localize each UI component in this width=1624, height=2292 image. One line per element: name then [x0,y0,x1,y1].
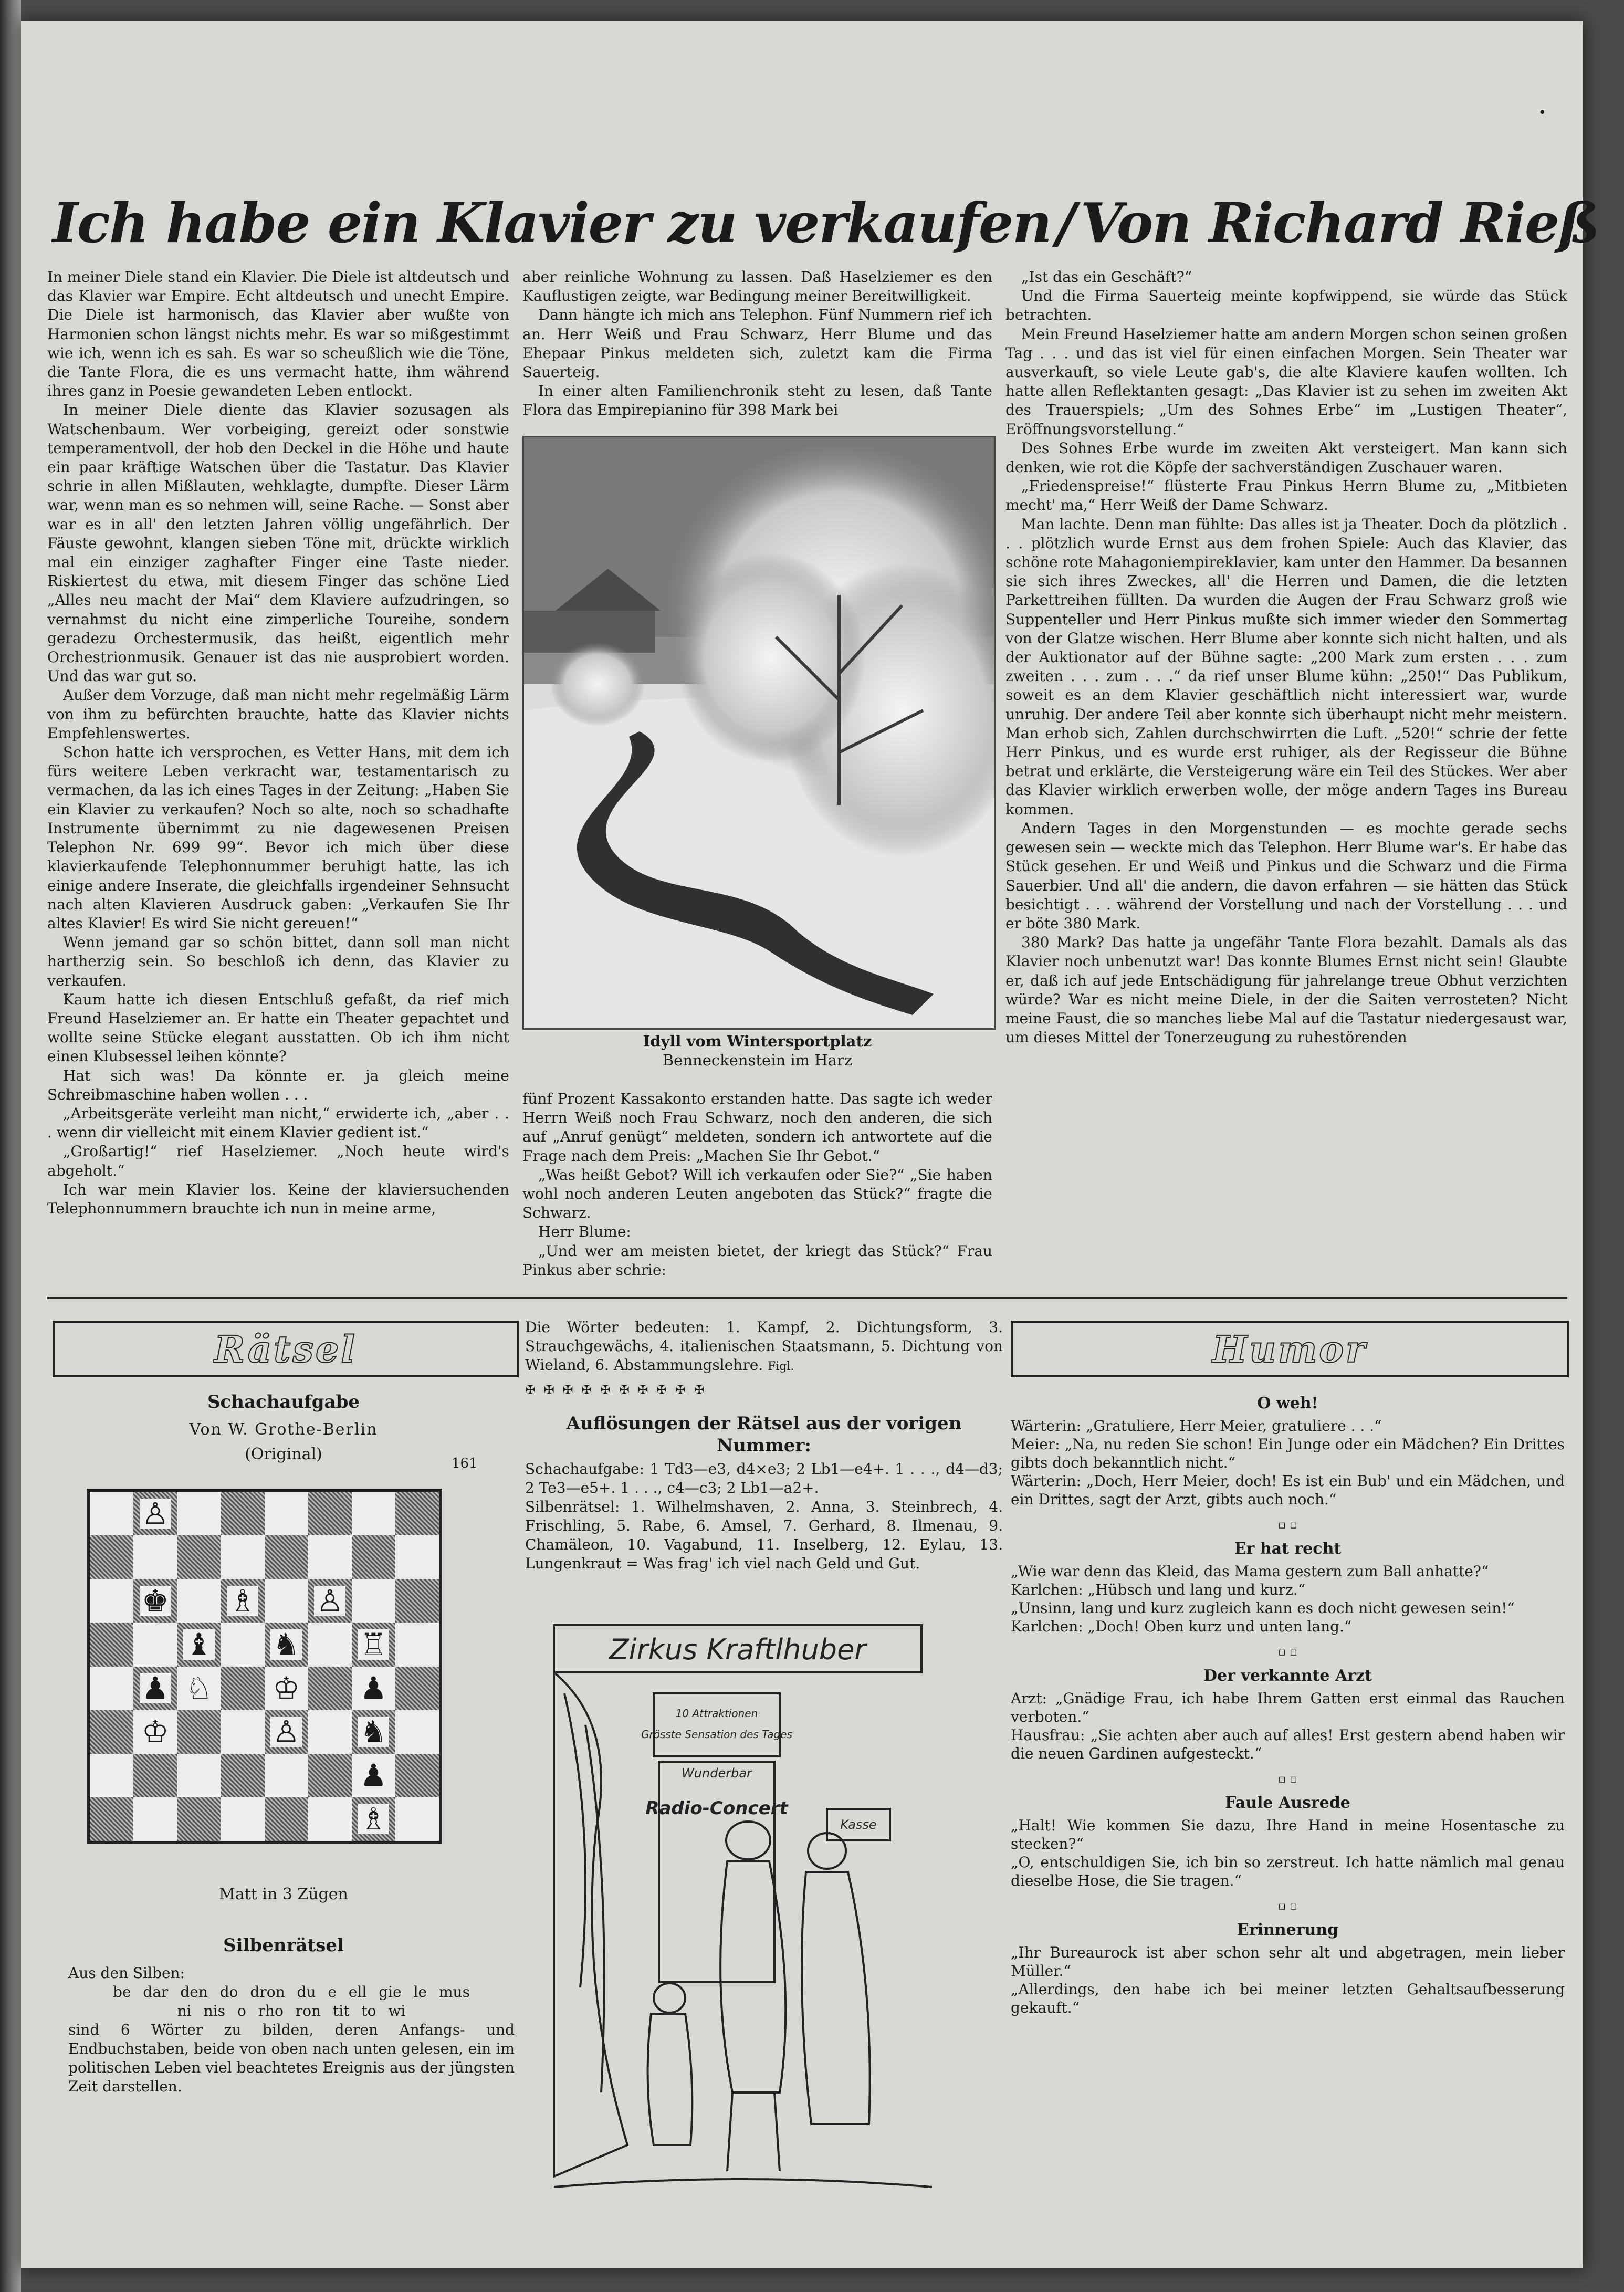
word-meanings-block [525,1318,1003,1404]
chess-piece-square [221,1579,264,1623]
chess-square [133,1623,177,1666]
humor-item [1011,1794,1565,1890]
chess-piece: ♙ [270,1717,302,1747]
chess-square [177,1797,221,1841]
chess-square [177,1754,221,1797]
chess-square [395,1797,439,1841]
chess-piece-square [265,1667,308,1710]
chess-square [265,1754,308,1797]
chess-square [90,1623,133,1666]
chess-piece: ♖ [358,1629,389,1660]
chess-square [177,1492,221,1535]
author-tag: Figl. [768,1360,794,1373]
cartoon-poster-1: 10 Attraktionen [675,1707,758,1720]
humor-line: Karlchen: „Hübsch und lang und kurz.“ [1011,1581,1306,1598]
winter-landscape-photo [522,436,996,1030]
word-meanings [525,1318,1003,1376]
article-paragraph: Außer dem Vorzuge, daß man nicht mehr regelmäßig Lärm von ihm zu befürchten brauchte, hatte das Klavier nichts Empfehlenswertes. [47,686,509,742]
article-column-2-top [522,268,992,425]
humor-banner [1011,1321,1569,1377]
chess-title: Schachaufgabe [207,1391,360,1412]
article-paragraph: Mein Freund Haselziemer hatte am andern Morgen schon seinen großen Tag . . . und das ist viel für einen einfachen Morgen. Sein Theater war ausverkauft, so viele Leute gab's, die alte Klaviere kaufen wollten. Ich hatte allen Reflektanten gesagt: „Das Klavier ist zu sehen im zweiten Akt des Trauerspiels; „Um des Sohnes Erbe“ im „Lustigen Theater“, Eröffnungsvorstellung.“ [1005,325,1567,438]
chess-square [90,1710,133,1754]
solutions-title: Auflösungen der Rätsel aus der vorigen Nummer: [566,1413,962,1456]
chess-square [265,1535,308,1579]
chess-author: Von W. Grothe-Berlin [189,1420,378,1439]
chess-piece: ♗ [358,1804,389,1834]
chess-square [265,1492,308,1535]
chess-square [352,1492,395,1535]
chess-piece: ♝ [183,1629,215,1660]
chess-piece: ♔ [270,1673,302,1703]
circus-cartoon-drawing [533,1620,953,2224]
chess-square [352,1535,395,1579]
chess-piece: ♔ [140,1717,171,1747]
humor-item [1011,1540,1565,1636]
humor-line: Wärterin: „Gratuliere, Herr Meier, gratuliere . . .“ [1011,1417,1382,1435]
article-paragraph: Wenn jemand gar so schön bittet, dann soll man nicht hartherzig sein. So beschloß ich denn, das Klavier zu verkaufen. [47,934,509,989]
chess-piece: ♙ [314,1586,345,1616]
chess-piece: ♞ [358,1717,389,1747]
photo-caption-place: Benneckenstein im Harz [662,1051,853,1069]
chess-piece-square [133,1579,177,1623]
headline-title: Ich habe ein Klavier zu verkaufen [53,191,1051,255]
page-mark: • [1538,105,1546,121]
humor-item [1011,1921,1565,2017]
humor-line: Wärterin: „Doch, Herr Meier, doch! Es ist ein Bub' und ein Mädchen, und ein Drittes, sagt der Arzt, gibts auch noch.“ [1011,1472,1565,1508]
chess-piece-square [352,1797,395,1841]
humor-line: Hausfrau: „Sie achten aber auch auf alles! Erst gestern abend haben wir die neuen Gardinen aufgesteckt.“ [1011,1726,1565,1762]
syllable-puzzle [68,1964,515,2096]
photo-caption-title: Idyll vom Wintersportplatz [643,1032,872,1050]
humor-line: „Allerdings, den habe ich bei meiner letzten Gehaltsaufbesserung gekauft.“ [1011,1981,1565,2016]
chess-piece-square [133,1667,177,1710]
article-paragraph: Ich war mein Klavier los. Keine der klaviersuchenden Telephonnummern brauchte ich nun in meine arme, [47,1180,509,1217]
article-paragraph: aber reinliche Wohnung zu lassen. Daß Haselziemer es den Kauflustigen zeigte, war Bedingung meiner Bereitwilligkeit. [522,268,992,305]
chess-square [133,1797,177,1841]
article-paragraph: In meiner Diele diente das Klavier sozusagen als Watschenbaum. Wer vorbeiging, gereizt oder sonstwie temperamentvoll, der hob den Deckel in die Höhe und haute ein paar kräftige Watschen über die Tastatur. Das Klavier schrie in allen Mißlauten, wehklagte, dumpfte. Dieser Lärm war, wenn man es so nehmen will, seine Rache. — Sonst aber war es in all' den letzten Jahren völlig ungefährlich. Der Fäuste gewohnt, klangen sieben Töne mit, drückte wirklich mal ein einziger zaghafter Finger eine Taste nieder. Riskiertest du etwa, mit diesem Finger das schöne Lied „Alles neu macht der Mai“ dem Klaviere aufzudringen, so vernahmst du nicht eine zimperliche Toureihe, sondern geradezu Orchestermusik, das heißt, eigentlich mehr Orchestrionmusik. Genauer ist das nie ausprobiert worden. Und das war gut so. [47,401,509,685]
circus-cartoon [533,1620,953,2224]
humor-item-title: O weh! [1257,1394,1318,1412]
humor-item [1011,1667,1565,1763]
chess-original-note: (Original) [245,1445,322,1463]
article-headline [53,179,1599,268]
chess-piece-square [133,1710,177,1754]
raetsel-banner [53,1321,519,1377]
chess-piece: ♟ [140,1673,171,1703]
chess-square [395,1754,439,1797]
chess-square [133,1754,177,1797]
chess-square [221,1492,264,1535]
humor-item-title: Der verkannte Arzt [1203,1667,1372,1685]
chess-square [221,1710,264,1754]
chess-piece: ♘ [183,1673,215,1703]
chess-square [177,1535,221,1579]
solutions-syllable: Silbenrätsel: 1. Wilhelmshaven, 2. Anna, 3. Steinbrech, 4. Frischling, 5. Rabe, 6. Amsel, 7. Gerhard, 8. Ilmenau, 9. Chamäleon, 10. Vagabund, 11. Inselberg, 12. Eylau, 13. Lungenkraut = Was frag' ich viel nach Geld und Gut. [525,1498,1003,1572]
article-paragraph: „Was heißt Gebot? Will ich verkaufen oder Sie?“ „Sie haben wohl noch anderen Leuten angeboten das Stück?“ fragte die Schwarz. [522,1166,992,1222]
chess-square [90,1535,133,1579]
chess-square [395,1667,439,1710]
chess-piece-square [308,1579,352,1623]
humor-line: Karlchen: „Doch! Oben kurz und unten lang.“ [1011,1618,1352,1635]
article-column-1 [47,268,509,1273]
word-meanings-text: Die Wörter bedeuten: 1. Kampf, 2. Dichtungsform, 3. Strauchgewächs, 4. italienischen Staatsmann, 5. Dichtung von Wieland, 6. Abstammungslehre. [525,1318,1003,1374]
chess-square [308,1623,352,1666]
solutions-text [525,1460,1003,1573]
article-column-2-bottom [522,1090,992,1279]
humor-column [1011,1389,1565,2017]
humor-line: „Unsinn, lang und kurz zugleich kann es doch nicht gewesen sein!“ [1011,1599,1515,1617]
section-divider [47,1297,1567,1299]
ornament: ▫ ▫ [1278,1900,1297,1913]
article-paragraph: „Ist das ein Geschäft?“ [1021,268,1192,286]
humor-line: „Halt! Wie kommen Sie dazu, Ihre Hand in meine Hosentasche zu stecken?“ [1011,1817,1565,1853]
article-paragraph: „Und wer am meisten bietet, der kriegt das Stück?“ Frau Pinkus aber schrie: [522,1242,992,1279]
newspaper-page [21,21,1599,2268]
chess-square [221,1667,264,1710]
chess-piece: ♚ [140,1586,171,1616]
humor-line: Arzt: „Gnädige Frau, ich habe Ihrem Gatten erst einmal das Rauchen verboten.“ [1011,1690,1565,1725]
humor-line: Meier: „Na, nu reden Sie schon! Ein Junge oder ein Mädchen? Ein Drittes gibts doch bekanntlich nicht.“ [1011,1436,1565,1471]
humor-line: „Wie war denn das Kleid, das Mama gestern zum Ball anhatte?“ [1011,1563,1489,1580]
chess-square [308,1754,352,1797]
chess-piece-square [352,1667,395,1710]
humor-item-title: Er hat recht [1234,1540,1342,1558]
ornament: ▫ ▫ [1278,1519,1297,1532]
article-paragraph: Herr Blume: [538,1223,631,1241]
article-paragraph: Und die Firma Sauerteig meinte kopfwippend, sie würde das Stück betrachten. [1005,287,1567,324]
chess-piece: ♟ [358,1760,389,1791]
chess-square [221,1623,264,1666]
ornament: ▫ ▫ [1278,1773,1297,1786]
chess-square [352,1579,395,1623]
article-paragraph: In meiner Diele stand ein Klavier. Die Diele ist altdeutsch und das Klavier war Empire. Echt altdeutsch und unecht Empire. Die Diele ist harmonisch, das Klavier aber wußte von Harmonien schon längst nichts mehr. Es war so mißgestimmt wie ich, wenn ich es sah. Es war so scheußlich wie die Töne, die Tante Flora, die es uns vermacht hatte, ihm während ihres ganz in Poesie gewandeten Leben entlockt. [47,268,509,400]
chess-piece-square [265,1623,308,1666]
cartoon-sign: Zirkus Kraftlhuber [609,1633,866,1666]
article-paragraph: In einer alten Familienchronik steht zu lesen, daß Tante Flora das Empirepianino für 398 Mark bei [522,382,992,419]
chess-piece-square [352,1754,395,1797]
syllable-instructions: sind 6 Wörter zu bilden, deren Anfangs- und Endbuchstaben, beide von oben nach unten gelesen, ein im politischen Leben viel beachtetes Ereignis aus der jüngsten Zeit darstellen. [68,2021,515,2095]
ornament: ▫ ▫ [1278,1646,1297,1659]
humor-item-title: Faule Ausrede [1225,1794,1350,1812]
chess-piece-square [177,1667,221,1710]
cartoon-kasse-sign: Kasse [840,1817,877,1832]
chess-square [265,1797,308,1841]
raetsel-banner-text: Rätsel [214,1327,357,1371]
chess-piece: ♗ [227,1586,258,1616]
chess-piece-square [352,1710,395,1754]
article-paragraph: 380 Mark? Das hatte ja ungefähr Tante Flora bezahlt. Damals als das Klavier noch unbenutzt war! Das konnte Blumes Ernst nicht sein! Glaubte er, daß ich auf jede Entschädigung für jahrelange treue Obhut verzichten würde? War es nicht meine Diele, in der die Saiten verrosteten? Nicht meine Faust, die so manches liebe Mal auf die Tastatur niedergesaust war, um dieses Mittel der Tonerzeugung zu ruhestörenden [1005,934,1567,1046]
chess-square [90,1492,133,1535]
solutions-chess: Schachaufgabe: 1 Td3—e3, d4×e3; 2 Lb1—e4+. 1 . . ., d4—d3; 2 Te3—e5+. 1 . . ., c4—c3; 2 Lb1—a2+. [525,1460,1003,1496]
chess-piece-square [177,1623,221,1666]
chess-square [221,1535,264,1579]
photo-caption [522,1032,992,1084]
article-paragraph: Schon hatte ich versprochen, es Vetter Hans, mit dem ich fürs weitere Leben verkracht war, testamentarisch zu vermachen, da las ich eines Tages in der Zeitung: „Haben Sie ein Klavier zu verkaufen? Noch so alte, noch so schadhafte Instrumente übernimmt zu nie dagewesenen Preisen Telephon Nr. 699 99“. Bevor ich mich über diese klavierkaufende Telephonnummer beruhigt hatte, las ich einige andere Inserate, die gleichfalls irgendeiner Sehnsucht nach alten Klavieren Ausdruck gaben: „Verkaufen Sie Ihr altes Klavier! Es wird Sie nicht gereuen!“ [47,744,509,932]
article-column-3 [1005,268,1567,1273]
humor-item-title: Erinnerung [1237,1921,1339,1939]
chess-piece-square [133,1492,177,1535]
chess-square [395,1579,439,1623]
cartoon-poster-4: Radio-Concert [645,1798,788,1819]
chess-piece-square [265,1710,308,1754]
article-paragraph: Dann hängte ich mich ans Telephon. Fünf Nummern rief ich an. Herr Weiß und Frau Schwarz, Herr Blume und das Ehepaar Pinkus meldeten sich, zuletzt kam die Firma Sauerteig. [522,306,992,381]
humor-banner-text: Humor [1212,1327,1367,1371]
syllable-intro: Aus den Silben: [68,1964,185,1982]
syllable-line: be dar den do dron du e ell gie le mus [113,1983,470,2001]
article-paragraph: fünf Prozent Kassakonto erstanden hatte. Das sagte ich weder Herrn Weiß noch Frau Schwarz, noch den anderen, die sich auf „Anruf genügt“ meldeten, sondern ich antwortete auf die Frage nach dem Preis: „Machen Sie Ihr Gebot.“ [522,1090,992,1165]
chess-square [90,1667,133,1710]
humor-item [1011,1394,1565,1509]
chess-square [308,1667,352,1710]
chess-square [133,1535,177,1579]
article-paragraph: Hat sich was! Da könnte er. ja gleich meine Schreibmaschine haben wollen . . . [47,1066,509,1103]
chess-square [221,1754,264,1797]
headline-author: Von Richard Rieß [1080,191,1599,255]
chess-square [177,1579,221,1623]
article-paragraph: Des Sohnes Erbe wurde im zweiten Akt versteigert. Man kann sich denken, wie rot die Köpfe der sachverständigen Zuschauer waren. [1005,439,1567,476]
cartoon-poster-2: Grösste Sensation des Tages [641,1728,792,1741]
syllable-puzzle-title: Silbenrätsel [223,1935,344,1956]
chess-square [308,1797,352,1841]
humor-line: „O, entschuldigen Sie, ich bin so zerstreut. Ich hatte nämlich mal genau dieselbe Hose, die Sie tragen.“ [1011,1854,1565,1889]
article-paragraph: Kaum hatte ich diesen Entschluß gefaßt, da rief mich Freund Haselziemer an. Er hatte ein Theater gepachtet und wollte seine Stücke elegant ausstatten. Ob ich ihm nicht einen Klubsessel leihen könnte? [47,990,509,1065]
article-paragraph: Man lachte. Denn man fühlte: Das alles ist ja Theater. Doch da plötzlich . . . plötzlich wurde Ernst aus dem frohen Spiele: Auch das Klavier, das schöne rote Mahagoniempireklavier, kam unter den Hammer. Da besannen sie sich ihres Zweckes, all' die Herren und Damen, die die letzten Parkettreihen füllten. Da wurden die Augen der Frau Schwarz groß wie Suppenteller und Herr Pinkus mußte sich immer wieder den Sommertag von der Glatze wischen. Herr Blume aber konnte sich nicht halten, und als der Auktionator auf der Bühne sagte: „200 Mark zum ersten . . . zum zweiten . . . zum . . .“ da rief unser Blume kühn: „250!“ Das Publikum, soweit es an dem Klavier geschäftlich nicht interessiert war, wurde unruhig. Der andere Teil aber konnte sich überhaupt nicht mehr meistern. Man erhob sich, Zahlen durchschwirrten die Luft. „520!“ schrie der fette Herr Pinkus, und es wurde erst ruhiger, als der Regisseur die Bühne betrat und erklärte, die Versteigerung wäre ein Teil des Stückes. Wer aber das Klavier wirklich erwerben wolle, der möge andern Tages ins Bureau kommen. [1005,515,1567,818]
chess-piece: ♞ [270,1629,302,1660]
chess-problem-number: 161 [452,1456,478,1471]
humor-line: „Ihr Bureaurock ist aber schon sehr alt und abgetragen, mein lieber Müller.“ [1011,1944,1565,1980]
chess-board [87,1489,442,1844]
article-paragraph: „Arbeitsgeräte verleiht man nicht,“ erwiderte ich, „aber . . . wenn dir vielleicht mit einem Klavier gedient ist.“ [47,1104,509,1142]
article-paragraph: „Großartig!“ rief Haselziemer. „Noch heute wird's abgeholt.“ [47,1143,509,1179]
binding-edge [0,0,21,2292]
chess-square [308,1710,352,1754]
chess-square [265,1579,308,1623]
chess-square [395,1535,439,1579]
chess-piece: ♙ [140,1499,171,1529]
chess-piece: ♟ [358,1673,389,1703]
chess-square [90,1754,133,1797]
chess-square [90,1797,133,1841]
chess-square [90,1579,133,1623]
headline-separator: / [1056,191,1075,255]
chess-square [177,1710,221,1754]
chess-caption: Matt in 3 Zügen [219,1885,348,1903]
ornament-line: ✠ ✠ ✠ ✠ ✠ ✠ ✠ ✠ ✠ ✠ [525,1383,707,1397]
article-paragraph: Andern Tages in den Morgenstunden — es mochte gerade sechs gewesen sein — weckte mich das Telephon. Herr Blume war's. Er habe das Stück gesehen. Er und Weiß und Pinkus und die Schwarz und die Firma Sauerbier. Und all' die andern, die davon erfahren — sie hätten das Stück besichtigt . . . während der Vorstellung und nach der Vorstellung . . . und er böte 380 Mark. [1005,819,1567,932]
chess-square [308,1492,352,1535]
cartoon-poster-3: Wunderbar [682,1766,752,1781]
chess-square [221,1797,264,1841]
chess-square [308,1535,352,1579]
chess-piece-square [352,1623,395,1666]
syllable-line: ni nis o rho ron tit to wi [177,2002,406,2019]
article-paragraph: „Friedenspreise!“ flüsterte Frau Pinkus Herrn Blume zu, „Mitbieten mecht' ma,“ Herr Weiß der Dame Schwarz. [1005,477,1567,514]
chess-square [395,1492,439,1535]
chess-square [395,1710,439,1754]
chess-square [395,1623,439,1666]
